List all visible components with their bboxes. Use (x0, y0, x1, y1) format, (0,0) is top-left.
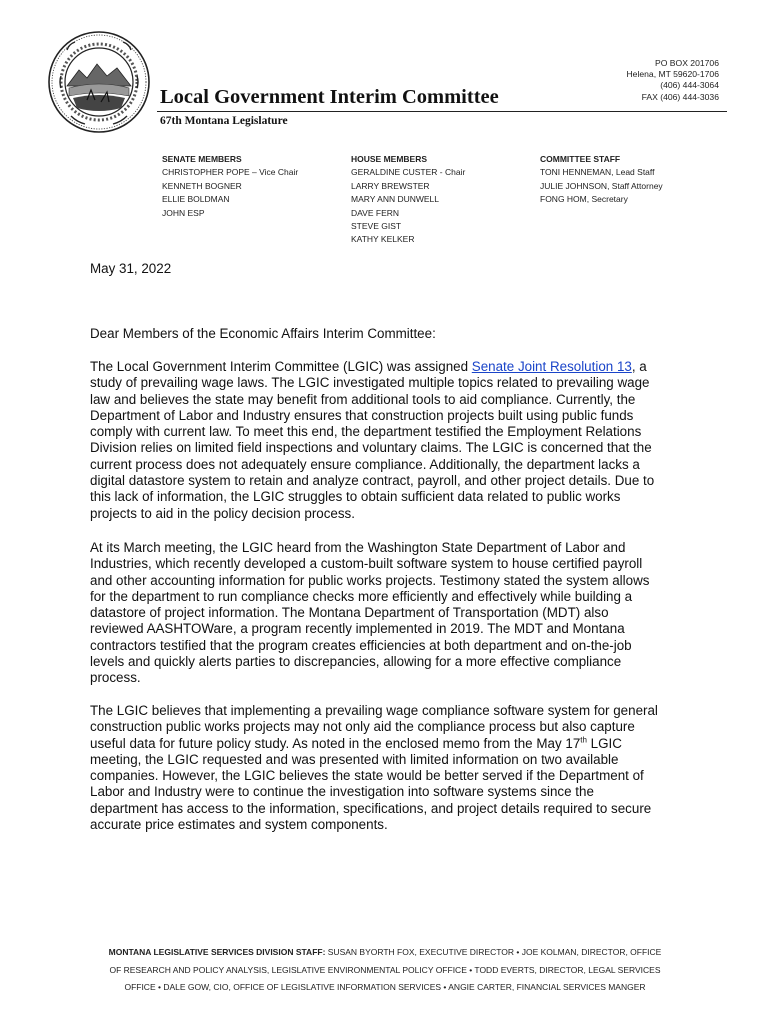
footer-line: OF RESEARCH AND POLICY ANALYSIS, LEGISLATIVE ENVIRONMENTAL POLICY OFFICE • TODD EVERTS, DIRECTOR, LEGAL SERVICES (109, 964, 661, 975)
paragraph-line (90, 359, 690, 375)
senate-members-column (162, 153, 298, 220)
paragraph-line: department has access to the information, specifications, and project details required to secure (90, 800, 652, 816)
paragraph-text: , a (631, 359, 647, 374)
house-members-column (351, 153, 465, 247)
staff-name: FONG HOM, Secretary (540, 194, 628, 205)
member-name: LARRY BREWSTER (351, 180, 430, 191)
paragraph-line (90, 736, 690, 752)
member-name: DAVE FERN (351, 207, 400, 218)
member-name: KENNETH BOGNER (162, 180, 242, 191)
committee-staff-header: COMMITTEE STAFF (540, 154, 621, 164)
paragraph-line: projects to aid in the policy decision process. (90, 505, 355, 521)
sjr13-link[interactable]: Senate Joint Resolution 13 (471, 359, 632, 374)
footer-line: OFFICE • DALE GOW, CIO, OFFICE OF LEGISLATIVE INFORMATION SERVICES • ANGIE CARTER, FINANCIAL SERVICES MANGER (124, 982, 646, 993)
paragraph-line: digital datastore system to retain and analyze contract, payroll, and other project details. Due to (90, 473, 655, 489)
paragraph-line: law and believes the state may benefit from additional tools to aid compliance. Currently, the (90, 391, 636, 407)
committee-title: Local Government Interim Committee (160, 86, 499, 108)
member-name: JOHN ESP (162, 207, 205, 218)
address-fax: FAX (406) 444-3036 (641, 91, 719, 102)
paragraph-1 (90, 359, 690, 522)
paragraph-line: study of prevailing wage laws. The LGIC investigated multiple topics related to prevailing wage (90, 375, 650, 391)
senate-members-header: SENATE MEMBERS (162, 154, 242, 164)
paragraph-line: current process does not adequately ensure compliance. Additionally, the department lacks a (90, 456, 640, 472)
staff-name: JULIE JOHNSON, Staff Attorney (540, 180, 663, 191)
paragraph-line: companies. However, the LGIC believes the state would be better served if the Department of (90, 768, 644, 784)
footer-label: MONTANA LEGISLATIVE SERVICES DIVISION STAFF: (108, 947, 326, 957)
footer-staff (0, 944, 770, 997)
paragraph-line: construction public works projects may not only aid the compliance process but also capture (90, 719, 635, 735)
footer-text: SUSAN BYORTH FOX, EXECUTIVE DIRECTOR • JOE KOLMAN, DIRECTOR, OFFICE (325, 947, 662, 957)
house-members-header: HOUSE MEMBERS (351, 154, 428, 164)
paragraph-line: contractors testified that the program creates efficiencies at both department and on-the-job (90, 637, 632, 653)
paragraph-line: datastore of project information. The Montana Department of Transportation (MDT) also (90, 605, 609, 621)
staff-name: TONI HENNEMAN, Lead Staff (540, 167, 655, 178)
mailing-address (626, 58, 719, 103)
paragraph-line: comply with current law. To meet this end, the department testified the Employment Relations (90, 424, 642, 440)
member-name: GERALDINE CUSTER - Chair (351, 167, 466, 178)
paragraph-line: reviewed AASHTOWare, a program recently implemented in 2019. The MDT and Montana (90, 621, 625, 637)
paragraph-text: LGIC (586, 735, 622, 751)
member-name: CHRISTOPHER POPE – Vice Chair (162, 167, 299, 178)
paragraph-line: this lack of information, the LGIC struggles to obtain sufficient data related to public works (90, 489, 621, 505)
paragraph-line: levels and quickly alerts parties to discrepancies, allowing for a more effective compliance (90, 654, 622, 670)
paragraph-line: for the department to run compliance checks more efficiently and effectively while building a (90, 588, 633, 604)
legislature-subtitle: 67th Montana Legislature (160, 115, 288, 127)
paragraph-text: useful data for future policy study. As noted in the enclosed memo from the May 17 (90, 735, 581, 751)
member-name: KATHY KELKER (351, 234, 415, 245)
paragraph-line: and other accounting information for public works projects. Testimony stated the system allows (90, 572, 650, 588)
member-name: ELLIE BOLDMAN (162, 194, 230, 205)
paragraph-3 (90, 703, 690, 833)
header-rule (157, 111, 727, 112)
salutation: Dear Members of the Economic Affairs Interim Committee: (90, 326, 436, 341)
ordinal-suffix: th (580, 735, 587, 745)
paragraph-line: process. (90, 670, 141, 686)
address-po-box: PO BOX 201706 (654, 58, 719, 68)
address-city: Helena, MT 59620-1706 (626, 69, 719, 80)
address-phone: (406) 444-3064 (660, 80, 719, 91)
paragraph-line: Division relies on limited field inspections and voluntary claims. The LGIC is concerned that the (90, 440, 652, 456)
footer-line (0, 944, 770, 962)
letter-date: May 31, 2022 (90, 261, 172, 276)
state-seal-icon (47, 30, 151, 134)
paragraph-line: Department of Labor and Industry ensures that construction projects built using public funds (90, 407, 634, 423)
paragraph-2 (90, 540, 690, 687)
member-name: MARY ANN DUNWELL (351, 194, 440, 205)
paragraph-line: The LGIC believes that implementing a prevailing wage compliance software system for general (90, 703, 658, 718)
paragraph-line: At its March meeting, the LGIC heard from the Washington State Department of Labor and (90, 540, 626, 555)
paragraph-line: accurate price estimates and system components. (90, 817, 388, 833)
member-name: STEVE GIST (351, 221, 402, 232)
paragraph-line: Labor and Industry were to continue the investigation into software systems since the (90, 784, 594, 800)
committee-staff-column (540, 153, 663, 207)
paragraph-line: meeting, the LGIC requested and was presented with limited information on two available (90, 751, 619, 767)
paragraph-line: Industries, which recently developed a custom-built software system to house certified payroll (90, 556, 643, 572)
paragraph-text: The Local Government Interim Committee (LGIC) was assigned (90, 359, 472, 374)
